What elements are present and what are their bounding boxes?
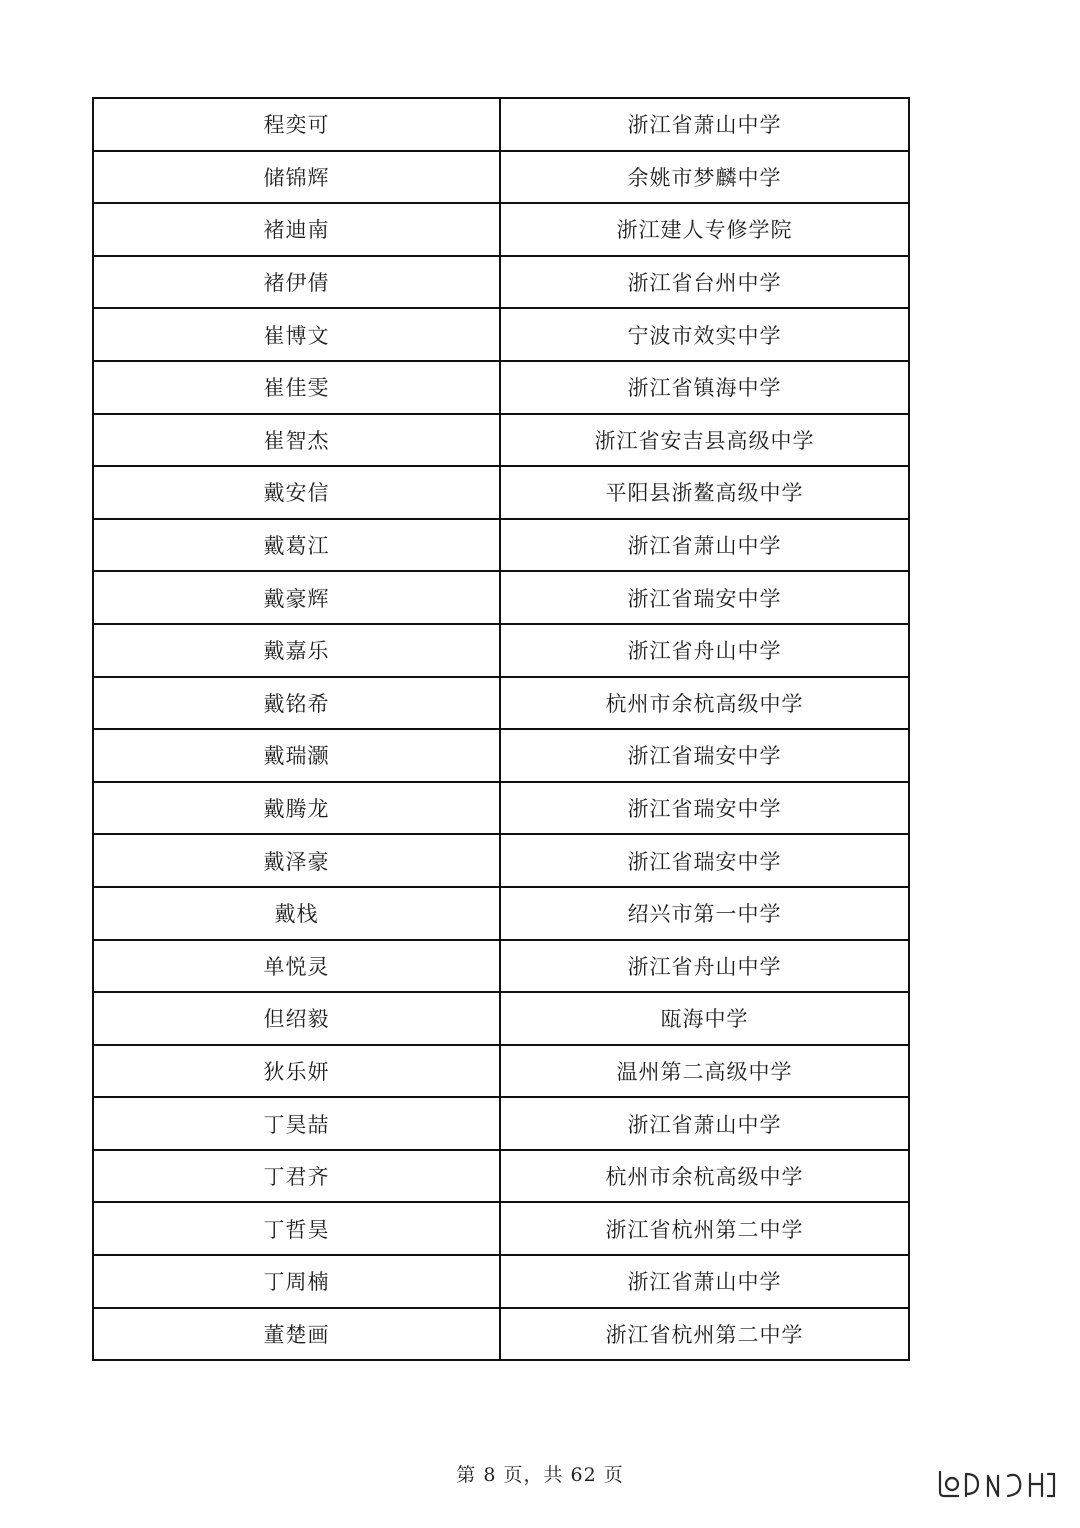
student-name-cell: 丁周楠 [93,1255,500,1308]
student-name-cell: 狄乐妍 [93,1045,500,1098]
roster-table-body [93,98,909,1360]
page-number-text: 第 8 页，共 62 页 [456,1464,624,1486]
school-name-cell: 浙江省瑞安中学 [500,729,909,782]
school-name-cell: 浙江省安吉县高级中学 [500,414,909,467]
student-name-cell: 丁哲昊 [93,1202,500,1255]
school-name-cell: 杭州市余杭高级中学 [500,1150,909,1203]
table-row [93,782,909,835]
student-name-cell: 戴腾龙 [93,782,500,835]
student-name-cell: 丁昊喆 [93,1097,500,1150]
school-name-cell: 浙江省萧山中学 [500,1097,909,1150]
table-row [93,414,909,467]
table-row [93,571,909,624]
school-name-cell: 瓯海中学 [500,992,909,1045]
school-name-cell: 浙江省舟山中学 [500,940,909,993]
table-row [93,308,909,361]
student-name-cell: 戴安信 [93,466,500,519]
student-name-cell: 单悦灵 [93,940,500,993]
school-name-cell: 杭州市余杭高级中学 [500,677,909,730]
table-row [93,992,909,1045]
student-name-cell: 戴豪辉 [93,571,500,624]
school-name-cell: 绍兴市第一中学 [500,887,909,940]
student-name-cell: 戴嘉乐 [93,624,500,677]
table-row [93,98,909,151]
student-name-cell: 戴栈 [93,887,500,940]
student-name-cell: 崔博文 [93,308,500,361]
table-row [93,361,909,414]
student-name-cell: 崔智杰 [93,414,500,467]
page-footer [0,1460,1080,1487]
student-name-cell: 丁君齐 [93,1150,500,1203]
table-row [93,677,909,730]
table-row [93,1202,909,1255]
table-row [93,151,909,204]
table-row [93,1045,909,1098]
school-name-cell: 浙江省萧山中学 [500,1255,909,1308]
table-row [93,1308,909,1361]
school-name-cell: 浙江省镇海中学 [500,361,909,414]
school-name-cell: 温州第二高级中学 [500,1045,909,1098]
student-name-cell: 程奕可 [93,98,500,151]
school-name-cell: 浙江建人专修学院 [500,203,909,256]
school-name-cell: 浙江省瑞安中学 [500,571,909,624]
student-name-cell: 褚迪南 [93,203,500,256]
student-name-cell: 崔佳雯 [93,361,500,414]
student-name-cell: 董楚画 [93,1308,500,1361]
table-row [93,834,909,887]
table-row [93,624,909,677]
school-name-cell: 浙江省杭州第二中学 [500,1202,909,1255]
student-name-cell: 戴泽豪 [93,834,500,887]
school-name-cell: 浙江省舟山中学 [500,624,909,677]
school-name-cell: 余姚市梦麟中学 [500,151,909,204]
table-row [93,1150,909,1203]
school-name-cell: 浙江省杭州第二中学 [500,1308,909,1361]
table-row [93,729,909,782]
school-name-cell: 浙江省萧山中学 [500,98,909,151]
table-row [93,256,909,309]
student-name-cell: 戴瑞灏 [93,729,500,782]
table-row [93,466,909,519]
school-name-cell: 平阳县浙鳌高级中学 [500,466,909,519]
table-row [93,940,909,993]
roster-table [92,97,910,1361]
table-row [93,1097,909,1150]
school-name-cell: 浙江省瑞安中学 [500,834,909,887]
school-name-cell: 浙江省台州中学 [500,256,909,309]
school-name-cell: 浙江省瑞安中学 [500,782,909,835]
school-name-cell: 宁波市效实中学 [500,308,909,361]
school-name-cell: 浙江省萧山中学 [500,519,909,572]
table-row [93,519,909,572]
student-name-cell: 戴葛江 [93,519,500,572]
student-name-cell: 戴铭希 [93,677,500,730]
table-row [93,203,909,256]
student-name-cell: 但绍毅 [93,992,500,1045]
student-name-cell: 储锦辉 [93,151,500,204]
table-row [93,1255,909,1308]
table-row [93,887,909,940]
watermark-logo-icon [936,1466,1056,1502]
student-name-cell: 褚伊倩 [93,256,500,309]
